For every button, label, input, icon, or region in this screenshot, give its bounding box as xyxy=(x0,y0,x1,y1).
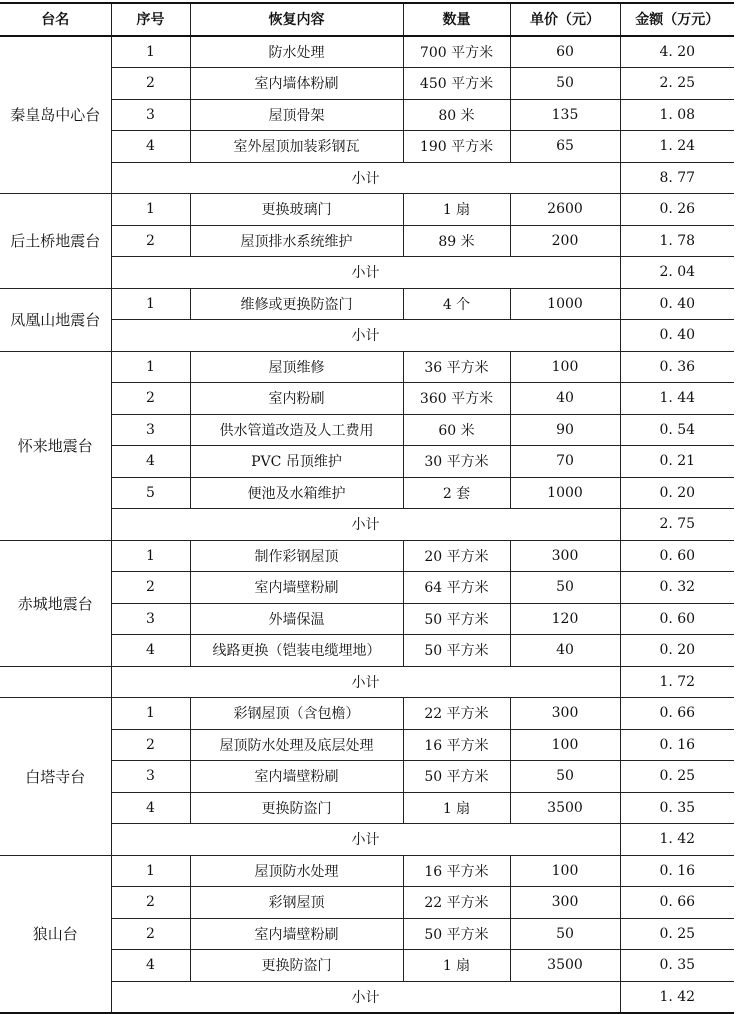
item-unit-price: 300 xyxy=(510,887,620,919)
table-row xyxy=(0,540,734,572)
item-quantity: 360 平方米 xyxy=(403,383,510,415)
subtotal-row xyxy=(0,824,734,856)
item-content: 防水处理 xyxy=(190,36,403,68)
item-unit-price: 120 xyxy=(510,603,620,635)
subtotal-label: 小计 xyxy=(111,320,620,352)
item-unit-price: 50 xyxy=(510,918,620,950)
item-content: 维修或更换防盗门 xyxy=(190,288,403,320)
item-amount: 2. 25 xyxy=(620,68,734,100)
item-amount: 1. 44 xyxy=(620,383,734,415)
item-unit-price: 135 xyxy=(510,99,620,131)
subtotal-row xyxy=(0,162,734,194)
item-index: 3 xyxy=(111,603,190,635)
item-content: 制作彩钢屋顶 xyxy=(190,540,403,572)
item-content: 线路更换（铠装电缆埋地） xyxy=(190,635,403,667)
table-row xyxy=(0,194,734,226)
item-quantity: 16 平方米 xyxy=(403,855,510,887)
item-index: 5 xyxy=(111,477,190,509)
subtotal-amount: 0. 40 xyxy=(620,320,734,352)
header-station-name: 台名 xyxy=(0,3,111,36)
subtotal-label: 小计 xyxy=(111,509,620,541)
item-content: 屋顶排水系统维护 xyxy=(190,225,403,257)
item-unit-price: 300 xyxy=(510,540,620,572)
table-row xyxy=(0,698,734,730)
item-index: 4 xyxy=(111,131,190,163)
item-content: 彩钢屋顶 xyxy=(190,887,403,919)
item-amount: 0. 25 xyxy=(620,918,734,950)
item-quantity: 50 平方米 xyxy=(403,761,510,793)
item-content: 室内墙壁粉刷 xyxy=(190,918,403,950)
item-index: 4 xyxy=(111,635,190,667)
item-index: 1 xyxy=(111,540,190,572)
table-row xyxy=(0,36,734,68)
item-amount: 0. 26 xyxy=(620,194,734,226)
item-quantity: 22 平方米 xyxy=(403,887,510,919)
item-index: 2 xyxy=(111,68,190,100)
table-row xyxy=(0,761,734,793)
subtotal-row xyxy=(0,320,734,352)
item-quantity: 36 平方米 xyxy=(403,351,510,383)
item-index: 3 xyxy=(111,414,190,446)
subtotal-label: 小计 xyxy=(111,824,620,856)
subtotal-row xyxy=(0,509,734,541)
item-unit-price: 65 xyxy=(510,131,620,163)
table-row xyxy=(0,729,734,761)
station-name: 后土桥地震台 xyxy=(0,194,111,289)
table-row xyxy=(0,477,734,509)
item-unit-price: 100 xyxy=(510,351,620,383)
item-index: 4 xyxy=(111,446,190,478)
item-amount: 0. 60 xyxy=(620,540,734,572)
item-quantity: 16 平方米 xyxy=(403,729,510,761)
item-quantity: 4 个 xyxy=(403,288,510,320)
subtotal-amount: 2. 75 xyxy=(620,509,734,541)
item-content: 室内墙壁粉刷 xyxy=(190,761,403,793)
item-index: 2 xyxy=(111,729,190,761)
table-row xyxy=(0,131,734,163)
item-unit-price: 1000 xyxy=(510,477,620,509)
subtotal-label: 小计 xyxy=(111,257,620,289)
item-index: 1 xyxy=(111,194,190,226)
table-row xyxy=(0,635,734,667)
item-content: 屋顶骨架 xyxy=(190,99,403,131)
item-amount: 0. 20 xyxy=(620,635,734,667)
item-amount: 1. 08 xyxy=(620,99,734,131)
item-quantity: 1 扇 xyxy=(403,792,510,824)
item-amount: 1. 78 xyxy=(620,225,734,257)
item-quantity: 30 平方米 xyxy=(403,446,510,478)
item-content: 外墙保温 xyxy=(190,603,403,635)
item-unit-price: 50 xyxy=(510,68,620,100)
item-content: 更换防盗门 xyxy=(190,950,403,982)
subtotal-amount: 1. 72 xyxy=(620,666,734,698)
table-body xyxy=(0,36,734,1014)
item-unit-price: 50 xyxy=(510,572,620,604)
item-index: 2 xyxy=(111,887,190,919)
item-index: 1 xyxy=(111,36,190,68)
item-quantity: 190 平方米 xyxy=(403,131,510,163)
table-row xyxy=(0,572,734,604)
item-amount: 0. 40 xyxy=(620,288,734,320)
item-content: 室外屋顶加装彩钢瓦 xyxy=(190,131,403,163)
item-amount: 1. 24 xyxy=(620,131,734,163)
item-unit-price: 1000 xyxy=(510,288,620,320)
subtotal-amount: 8. 77 xyxy=(620,162,734,194)
subtotal-row xyxy=(0,666,734,698)
item-content: 室内粉刷 xyxy=(190,383,403,415)
item-unit-price: 300 xyxy=(510,698,620,730)
item-index: 4 xyxy=(111,950,190,982)
item-quantity: 2 套 xyxy=(403,477,510,509)
item-quantity: 80 米 xyxy=(403,99,510,131)
item-index: 1 xyxy=(111,351,190,383)
item-content: 供水管道改造及人工费用 xyxy=(190,414,403,446)
item-amount: 0. 54 xyxy=(620,414,734,446)
table-row xyxy=(0,414,734,446)
item-amount: 0. 32 xyxy=(620,572,734,604)
table-row xyxy=(0,855,734,887)
item-amount: 4. 20 xyxy=(620,36,734,68)
item-quantity: 450 平方米 xyxy=(403,68,510,100)
item-unit-price: 50 xyxy=(510,761,620,793)
item-unit-price: 90 xyxy=(510,414,620,446)
item-amount: 0. 66 xyxy=(620,887,734,919)
item-amount: 0. 36 xyxy=(620,351,734,383)
item-content: 屋顶维修 xyxy=(190,351,403,383)
station-name: 凤凰山地震台 xyxy=(0,288,111,351)
item-unit-price: 40 xyxy=(510,635,620,667)
subtotal-amount: 1. 42 xyxy=(620,981,734,1013)
station-name: 白塔寺台 xyxy=(0,698,111,856)
item-quantity: 20 平方米 xyxy=(403,540,510,572)
table-row xyxy=(0,99,734,131)
item-amount: 0. 35 xyxy=(620,792,734,824)
item-index: 1 xyxy=(111,698,190,730)
item-index: 1 xyxy=(111,288,190,320)
item-content: 便池及水箱维护 xyxy=(190,477,403,509)
item-quantity: 50 平方米 xyxy=(403,603,510,635)
item-unit-price: 100 xyxy=(510,729,620,761)
table-row xyxy=(0,288,734,320)
item-amount: 0. 66 xyxy=(620,698,734,730)
station-name: 狼山台 xyxy=(0,855,111,1013)
item-quantity: 50 平方米 xyxy=(403,918,510,950)
item-amount: 0. 20 xyxy=(620,477,734,509)
item-content: 室内墙体粉刷 xyxy=(190,68,403,100)
item-quantity: 1 扇 xyxy=(403,950,510,982)
item-index: 2 xyxy=(111,383,190,415)
subtotal-row xyxy=(0,257,734,289)
item-quantity: 700 平方米 xyxy=(403,36,510,68)
item-quantity: 89 米 xyxy=(403,225,510,257)
item-content: PVC 吊顶维护 xyxy=(190,446,403,478)
item-unit-price: 3500 xyxy=(510,792,620,824)
item-unit-price: 70 xyxy=(510,446,620,478)
item-amount: 0. 60 xyxy=(620,603,734,635)
empty-station-cell xyxy=(0,666,111,698)
table-row xyxy=(0,950,734,982)
item-quantity: 64 平方米 xyxy=(403,572,510,604)
item-amount: 0. 25 xyxy=(620,761,734,793)
item-index: 2 xyxy=(111,225,190,257)
item-unit-price: 200 xyxy=(510,225,620,257)
subtotal-amount: 1. 42 xyxy=(620,824,734,856)
item-amount: 0. 16 xyxy=(620,729,734,761)
table-row xyxy=(0,351,734,383)
table-row xyxy=(0,446,734,478)
item-amount: 0. 21 xyxy=(620,446,734,478)
subtotal-label: 小计 xyxy=(111,981,620,1013)
station-name: 秦皇岛中心台 xyxy=(0,36,111,194)
item-unit-price: 60 xyxy=(510,36,620,68)
item-amount: 0. 35 xyxy=(620,950,734,982)
table-row xyxy=(0,887,734,919)
item-unit-price: 100 xyxy=(510,855,620,887)
table-row xyxy=(0,918,734,950)
table-row xyxy=(0,383,734,415)
table-row xyxy=(0,792,734,824)
item-content: 更换防盗门 xyxy=(190,792,403,824)
item-content: 屋顶防水处理 xyxy=(190,855,403,887)
item-content: 彩钢屋顶（含包檐） xyxy=(190,698,403,730)
table-row xyxy=(0,68,734,100)
header-quantity: 数量 xyxy=(403,3,510,36)
item-content: 室内墙壁粉刷 xyxy=(190,572,403,604)
item-index: 3 xyxy=(111,99,190,131)
table-row xyxy=(0,603,734,635)
subtotal-label: 小计 xyxy=(111,666,620,698)
item-unit-price: 3500 xyxy=(510,950,620,982)
station-name: 怀来地震台 xyxy=(0,351,111,540)
item-index: 2 xyxy=(111,572,190,604)
item-index: 3 xyxy=(111,761,190,793)
item-quantity: 50 平方米 xyxy=(403,635,510,667)
header-content: 恢复内容 xyxy=(190,3,403,36)
item-index: 2 xyxy=(111,918,190,950)
station-name: 赤城地震台 xyxy=(0,540,111,666)
header-row xyxy=(0,3,734,36)
item-quantity: 22 平方米 xyxy=(403,698,510,730)
item-content: 屋顶防水处理及底层处理 xyxy=(190,729,403,761)
subtotal-amount: 2. 04 xyxy=(620,257,734,289)
item-quantity: 1 扇 xyxy=(403,194,510,226)
header-amount: 金额（万元） xyxy=(620,3,734,36)
table-row xyxy=(0,225,734,257)
item-content: 更换玻璃门 xyxy=(190,194,403,226)
item-unit-price: 2600 xyxy=(510,194,620,226)
item-index: 4 xyxy=(111,792,190,824)
subtotal-label: 小计 xyxy=(111,162,620,194)
recovery-cost-table xyxy=(0,2,734,1014)
item-quantity: 60 米 xyxy=(403,414,510,446)
header-index: 序号 xyxy=(111,3,190,36)
item-index: 1 xyxy=(111,855,190,887)
header-unit-price: 单价（元） xyxy=(510,3,620,36)
subtotal-row xyxy=(0,981,734,1013)
item-amount: 0. 16 xyxy=(620,855,734,887)
item-unit-price: 40 xyxy=(510,383,620,415)
